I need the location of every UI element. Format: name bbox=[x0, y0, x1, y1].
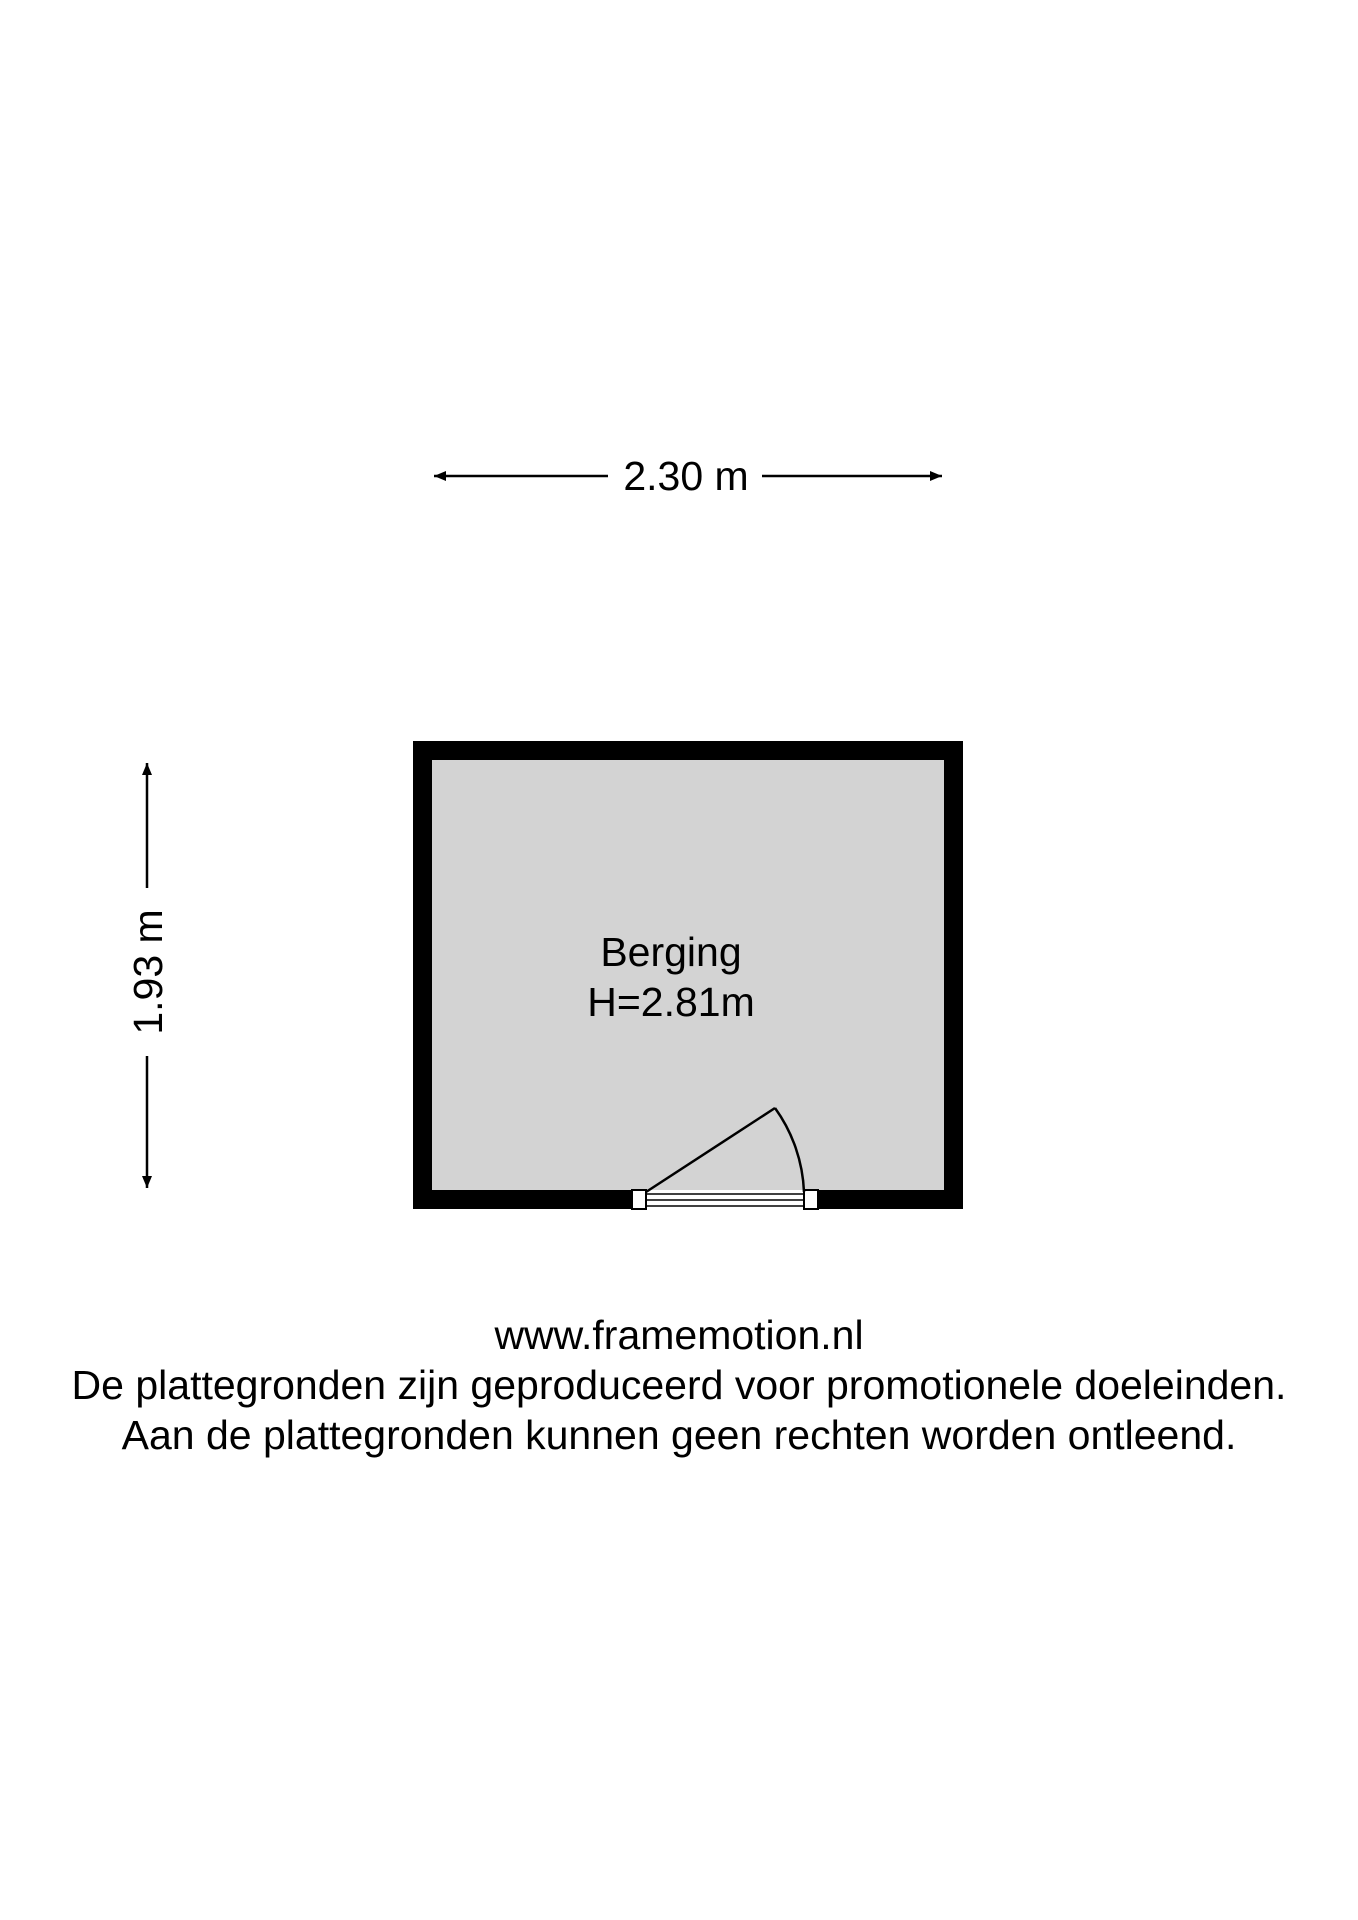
footer-disclaimer-line-1: De plattegronden zijn geproduceerd voor promotionele doeleinden. bbox=[71, 1362, 1287, 1408]
height-dimension bbox=[125, 763, 171, 1188]
room-ceiling-height: H=2.81m bbox=[587, 979, 755, 1025]
door-jamb-right bbox=[804, 1190, 818, 1209]
room-name: Berging bbox=[600, 929, 742, 975]
height-dimension-label: 1.93 m bbox=[125, 909, 171, 1035]
door-jamb-left bbox=[632, 1190, 646, 1209]
width-dimension-label: 2.30 m bbox=[623, 453, 749, 499]
footer-website: www.framemotion.nl bbox=[494, 1312, 864, 1358]
footer bbox=[0, 1310, 1358, 1460]
width-dimension bbox=[434, 453, 942, 499]
room-berging bbox=[413, 741, 963, 1209]
room-floor bbox=[432, 760, 944, 1190]
footer-disclaimer-line-2: Aan de plattegronden kunnen geen rechten worden ontleend. bbox=[121, 1412, 1237, 1458]
